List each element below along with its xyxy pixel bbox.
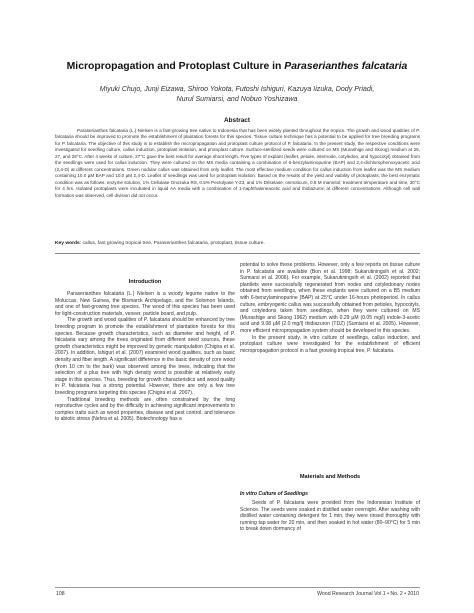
methods-paragraph-1: Seeds of P. falcataria were provided from the Indonesian Institute of Science. The seeds were soaked in distilled water overnight. After washing with distilled water containing detergent for 1 min, they were rinsed thoroughly with running tap water for 20 min, and then soaked in hot water (80–90°C) for 5 min to break down dormancy of bbox=[240, 500, 420, 533]
keywords-text: : callus, fast growing tropical tree, Paraserianthes falcataria, protoplast, tissue culture. bbox=[79, 241, 265, 246]
journal-citation: Wood Research Journal Vol.1 • No. 2 • 2010 bbox=[317, 591, 419, 597]
abstract-heading: Abstract bbox=[224, 117, 250, 124]
author-list bbox=[80, 84, 394, 104]
left-column bbox=[55, 291, 235, 423]
intro-paragraph-1: Paraserianthes falcataria (L.) Nielsen is a woody legume native to the Moluccas, New Guinea, the Bismarck Archipelago, and the Solomon Islands, and one of fast-growing tree species. The wood of this species has been used for light-construction materials, veneer, particle board, and pulp. bbox=[55, 291, 235, 317]
page-number: 108 bbox=[56, 591, 65, 597]
authors-line-2: Nurul Sumiarsi, and Nobuo Yoshizawa bbox=[176, 95, 298, 103]
keywords-label: Key words bbox=[55, 241, 80, 246]
introduction-heading: Introduction bbox=[128, 279, 162, 285]
footer-divider bbox=[55, 587, 420, 588]
authors-line-1: Miyuki Chujo, Junji Eizawa, Shiroo Yokota, Futoshi Ishiguri, Kazuya Iizuka, Dody Priadi, bbox=[99, 85, 375, 93]
right-column bbox=[240, 262, 420, 354]
title-species: Paraserianthes falcataria bbox=[284, 61, 408, 72]
in-vitro-subheading: In vitro Culture of Seedlings bbox=[240, 491, 308, 497]
title-text: Micropropagation and Protoplast Culture in bbox=[66, 61, 282, 72]
section-divider bbox=[55, 253, 420, 254]
intro-paragraph-5: In the present study, in vitro culture of seedlings, callus induction, and protoplast culture were investigated for the establishment of efficient micropropagation protocol in a fast growing tropical tree, P. falcataria. bbox=[240, 334, 420, 354]
abstract-text: Paraserianthes falcataria (L.) Nielsen is a fast-growing tree native to Indonesia that has been widely planted throughout the tropics. The growth and wood qualities of P. falcataria should be improved to promote the establishment of plantation forests for this species. Tissue culture technique has a potential to be applied for tree breeding programs for P. falcataria. The objective of this study is to establish the micropropagation and protoplast culture protocol of P. falcataria. In the present study, the respective conditions were investigated for seedling culture, callus induction, protoplast isolation, and protoplast culture. Surface-sterilized seeds were cultured on MS (Murashige and Skoog) medium at 25, 27, and 29°C. After 4 weeks of culture, 27°C gave the best result for average shoot length. Five types of explant (leaflet, petiole, internode, cotyledon, and hypocotyl) obtained from the seedlings were used for callus induction. They were cultured on the MS media containing a combination of 6-benzylaminopurine (BAP) and 2,4-dichlorophenoxyacetic acid (2,4-D) at different concentrations. Green nodular callus was obtained from only leaflet. The most effective medium condition for callus induction from leaflet was the MS medium containing 10.0 µM BAP and 10.0 µM 2,4-D. Leaflet of seedlings was used for protoplast isolation. Based on the results of the yield and viability of protoplasts, the best enzymatic condition was as follows: enzyme solution, 1% Cellulase Onozuka RS, 0.5% Pectolyase Y-23, and 1% Driselase; osmoticum, 0.8 M mannitol; treatment temperature and time, 30°C for 4 hrs. Isolated protoplasts were incubated in liquid AA media with a combination of 1-naphthaleneacetic acid and thidiazuron at different concentrations. Although cell wall formation was observed, cell division did not occur. bbox=[55, 128, 420, 198]
materials-methods-heading: Materials and Methods bbox=[299, 474, 361, 480]
methods-text bbox=[240, 500, 420, 533]
keywords bbox=[55, 241, 420, 247]
intro-paragraph-2: The growth and wood qualities of P. falcataria should be enhanced by tree breeding program to promote the establishment of plantation forests for this species. Because growth characteristics, such as diameter and height, of P. falcataria vary among the trees originated from different seed sources, these growth characteristics might be improved by genetic manipulation (Chigira et al. 2007). In addition, Ishiguri et al. (2007) examined wood qualities, such as basic density and fiber length. A significant difference in the basic density of core wood (from 10 cm to the bark) was observed among the trees, indicating that the selection of a plus tree with high density wood is possible at relatively early stage in this species. Thus, breeding for growth characteristics and wood quality in P. falcataria has a strong potential. However, there are only a few tree breeding programs targeting this species (Chigira et al. 2007). bbox=[55, 317, 235, 396]
intro-paragraph-4: potential to solve these problems. However, only a few reports on tissue culture in P. falcataria are available (Bon et al. 1998; Sukarutiningsih et al. 2002; Sumiarsi et al. 2006). For example, Sukarutiningsih et al. (2002) reported that plantlets were successfully regenerated from nodes and cotyledonary nodes obtained from seedlings, when these explants were cultured on a B5 medium with 6-benzylaminopurine (BAP) at 25°C under 16-hours photoperiod. In callus culture, embryogenic callus was successfully obtained from petioles, hypocotyls, and cotyledons taken from seedlings, when they were cultured on MS (Murashige and Skoog 1962) medium with 0.29 µM (0.05 mg/l) indole-3-acetic acid and 9.08 µM (2.0 mg/l) thidiazuron (TDZ) (Sumiarsi et al. 2005). However, more efficient micropropagation system should be developed in this species. bbox=[240, 262, 420, 334]
intro-paragraph-3: Traditional breeding methods are often constrained by the long reproductive cycles and by the difficulty in achieving significant improvements to complex traits such as wood properties, disease and pest control, and tolerance to abiotic stress (Nehra et al. 2005). Biotechnology has a bbox=[55, 396, 235, 423]
paper-title bbox=[24, 60, 450, 73]
